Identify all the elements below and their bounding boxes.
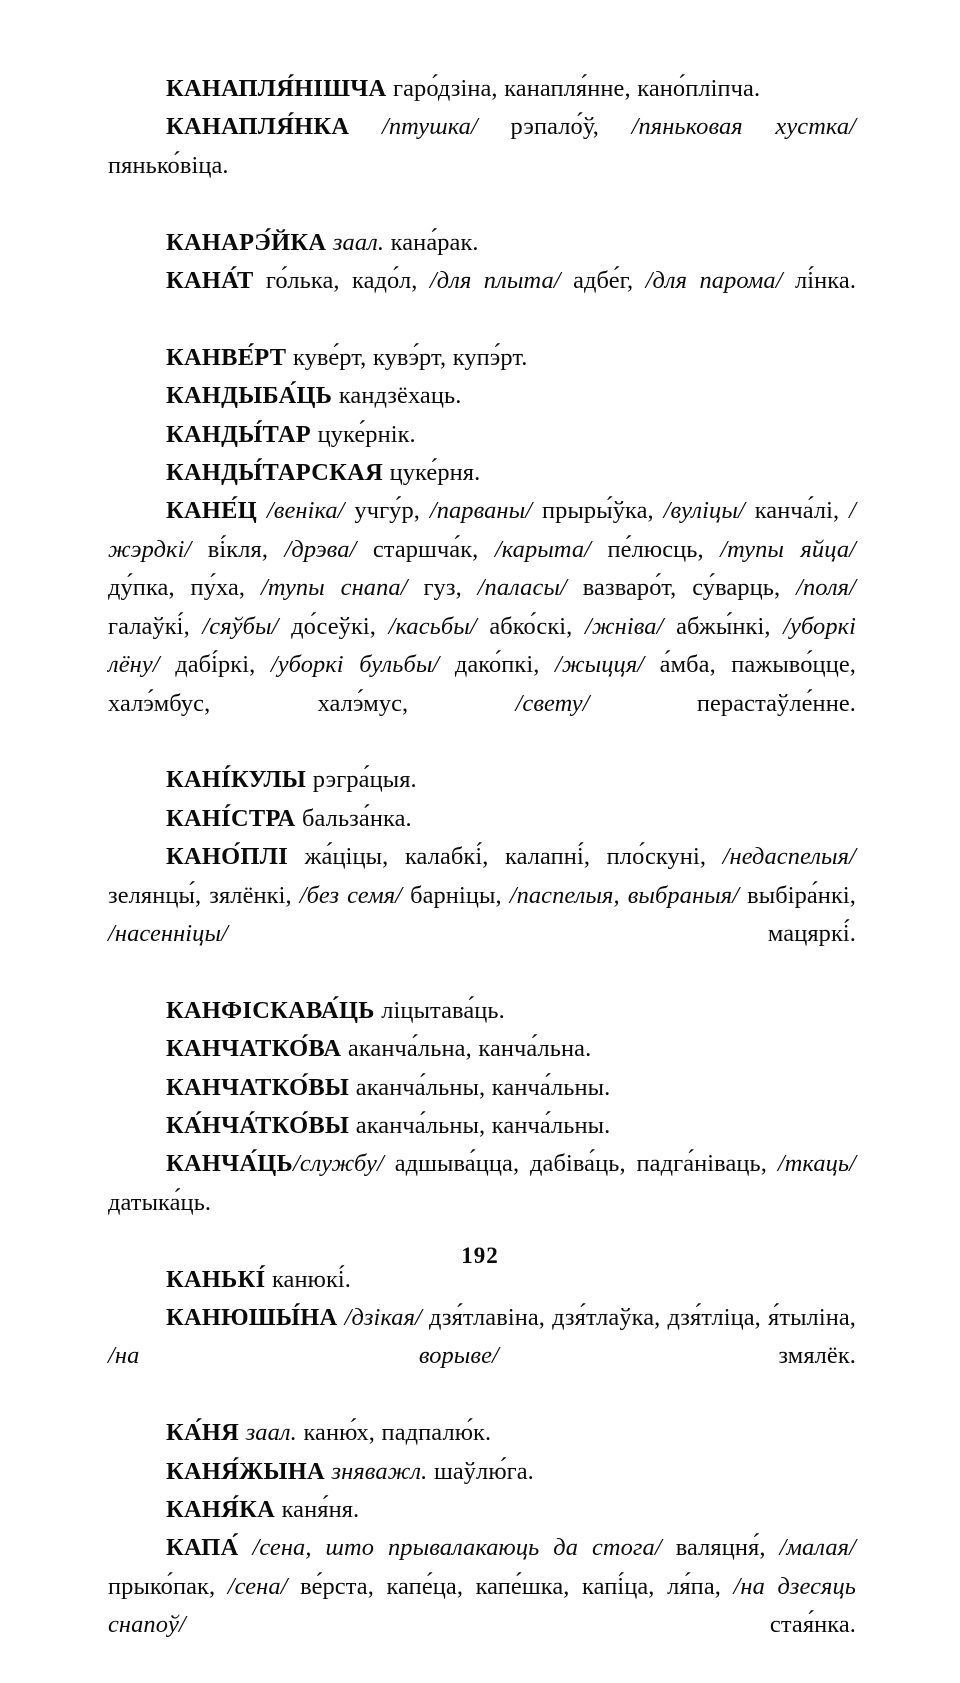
entry-synonyms: шаўлю́га. bbox=[427, 1457, 534, 1485]
entry-gloss: /вуліцы/ bbox=[663, 497, 745, 525]
entry-synonyms: стая́нка. bbox=[185, 1611, 856, 1639]
entry-synonyms: ві́кля, bbox=[191, 535, 285, 563]
entry-headword: КАНЬКІ́ bbox=[166, 1265, 266, 1293]
entry-gloss: /малая/ bbox=[779, 1534, 856, 1562]
entry-synonyms: лі́нка. bbox=[782, 267, 857, 295]
entry-synonyms: пе́люсць, bbox=[591, 535, 721, 563]
entry-synonyms: адшыва́цца, дабіва́ць, падга́ніваць, bbox=[383, 1150, 778, 1178]
entry-synonyms: адбе́г, bbox=[560, 267, 646, 295]
dictionary-entry bbox=[108, 492, 856, 761]
entry-gloss: /тупы снапа/ bbox=[260, 574, 408, 602]
dictionary-entry bbox=[108, 1414, 856, 1452]
dictionary-entry bbox=[108, 377, 856, 415]
entry-synonyms: пянько́віца. bbox=[108, 151, 229, 179]
entry-gloss: зняважл. bbox=[324, 1457, 428, 1485]
entry-synonyms: рэгра́цыя. bbox=[306, 766, 417, 794]
dictionary-entry bbox=[108, 761, 856, 799]
entry-column bbox=[108, 70, 856, 1683]
entry-synonyms: абко́скі, bbox=[476, 612, 586, 640]
entry-gloss: /пяньковая хустка/ bbox=[631, 113, 856, 141]
dictionary-entry bbox=[108, 262, 856, 339]
entry-headword: КАНАПЛЯ́НІШЧА bbox=[166, 75, 387, 102]
entry-headword: КАНІ́КУЛЫ bbox=[166, 766, 307, 794]
entry-gloss: /уборкі лёну/ bbox=[108, 612, 857, 679]
entry-synonyms: го́лька, кадо́л, bbox=[253, 267, 430, 295]
dictionary-entry bbox=[108, 224, 856, 262]
entry-synonyms: аканча́льны, канча́льны. bbox=[349, 1111, 611, 1139]
entry-headword: КАНДЫБА́ЦЬ bbox=[166, 382, 333, 410]
entry-synonyms: гаро́дзіна, канапля́нне, кано́пліпча. bbox=[386, 75, 761, 102]
entry-headword: КА́НЯ bbox=[166, 1419, 240, 1447]
entry-headword: КАНА́Т bbox=[166, 267, 254, 295]
entry-synonyms: ве́рста, капе́ца, капе́шка, капі́ца, ля́па, bbox=[287, 1572, 734, 1600]
entry-gloss: /службу/ bbox=[292, 1150, 384, 1178]
entry-synonyms: а́мба, пажыво́цце, халэ́мбус, халэ́мус, bbox=[108, 651, 856, 717]
entry-synonyms: цуке́рнік. bbox=[310, 420, 416, 448]
entry-headword: КАНО́ПЛІ bbox=[166, 843, 288, 871]
entry-synonyms: вазваро́т, су́варць, bbox=[566, 574, 797, 602]
entry-headword: КАНВЕ́РТ bbox=[166, 343, 287, 371]
entry-gloss: /на дзесяць снапоў/ bbox=[108, 1572, 856, 1639]
entry-synonyms: мацяркі́. bbox=[227, 919, 856, 947]
entry-gloss: /жніва/ bbox=[585, 612, 664, 640]
entry-gloss: /на ворыве/ bbox=[108, 1342, 499, 1370]
entry-synonyms: перастаўле́нне. bbox=[589, 689, 856, 717]
entry-synonyms: каня́ня. bbox=[275, 1496, 360, 1524]
entry-gloss: /паспелыя, выбраныя/ bbox=[509, 881, 740, 909]
dictionary-entry bbox=[108, 992, 856, 1030]
dictionary-entry bbox=[108, 1030, 856, 1068]
entry-gloss: /недаспелыя/ bbox=[722, 843, 856, 871]
entry-headword: КАНАПЛЯ́НКА bbox=[166, 113, 350, 141]
entry-headword: КАНЯ́КА bbox=[166, 1496, 275, 1524]
entry-synonyms: канча́лі, bbox=[744, 497, 850, 525]
entry-synonyms: каню́х, падпалю́к. bbox=[296, 1419, 492, 1447]
entry-synonyms: дабі́ркі, bbox=[159, 651, 271, 679]
dictionary-entry bbox=[108, 416, 856, 454]
entry-headword: КАНДЫ́ТАРСКАЯ bbox=[166, 459, 383, 487]
entry-synonyms: бальза́нка. bbox=[295, 804, 412, 832]
entry-synonyms: кандзёхаць. bbox=[332, 382, 462, 410]
entry-headword: КАНЧАТКО́ВЫ bbox=[166, 1073, 350, 1101]
entry-synonyms: канюкі́. bbox=[265, 1265, 351, 1293]
entry-synonyms: куве́рт, кувэ́рт, купэ́рт. bbox=[286, 343, 528, 371]
entry-synonyms: валяцня́, bbox=[661, 1534, 780, 1562]
dictionary-entry bbox=[108, 454, 856, 492]
entry-gloss: /без семя/ bbox=[299, 881, 403, 909]
dictionary-entry bbox=[108, 339, 856, 377]
entry-gloss: /веніка/ bbox=[257, 497, 345, 525]
entry-synonyms: галаўкі́, bbox=[108, 612, 203, 640]
entry-synonyms: рэпало́ў, bbox=[477, 113, 632, 141]
entry-headword: КАПА́ bbox=[166, 1534, 239, 1562]
entry-gloss: /сена/ bbox=[227, 1572, 288, 1600]
entry-synonyms: прыко́пак, bbox=[108, 1572, 228, 1600]
entry-synonyms: гуз, bbox=[407, 574, 478, 602]
entry-gloss: /поля/ bbox=[796, 574, 856, 602]
entry-gloss: заал. bbox=[239, 1419, 297, 1447]
entry-synonyms: барніцы, bbox=[402, 881, 510, 909]
entry-synonyms: учгу́р, bbox=[344, 497, 430, 525]
entry-synonyms: зелянцы́, зялёнкі, bbox=[108, 881, 300, 909]
entry-synonyms: выбіра́нкі, bbox=[739, 881, 856, 909]
entry-headword: КАНЧАТКО́ВА bbox=[166, 1035, 342, 1063]
entry-gloss: /паласы/ bbox=[477, 574, 567, 602]
entry-gloss: /для парома/ bbox=[645, 267, 783, 295]
entry-headword: КАНЕ́Ц bbox=[166, 497, 258, 525]
entry-synonyms: ду́пка, пу́ха, bbox=[108, 574, 261, 602]
entry-synonyms: дако́пкі, bbox=[439, 651, 555, 679]
entry-synonyms: кана́рак. bbox=[384, 228, 479, 256]
page-number: 192 bbox=[461, 1243, 499, 1268]
entry-gloss: /птушка/ bbox=[349, 113, 478, 141]
entry-gloss: /карыта/ bbox=[494, 535, 592, 563]
entry-headword: КАНЮШЫ́НА bbox=[166, 1304, 338, 1331]
dictionary-entry bbox=[108, 838, 856, 992]
entry-gloss: /парваны/ bbox=[429, 497, 533, 525]
entry-synonyms: абжы́нкі, bbox=[663, 612, 784, 640]
entry-gloss: /сена, што прывалакаюць да стога/ bbox=[238, 1534, 662, 1562]
entry-gloss: /уборкі бульбы/ bbox=[270, 651, 440, 679]
dictionary-entry bbox=[108, 1453, 856, 1491]
entry-gloss: /насенніцы/ bbox=[108, 919, 228, 947]
entry-headword: КАНАРЭ́ЙКА bbox=[166, 228, 327, 256]
entry-gloss: /жыцця/ bbox=[554, 651, 645, 679]
entry-gloss: /дрэва/ bbox=[284, 535, 357, 563]
entry-synonyms: до́сеўкі, bbox=[278, 612, 389, 640]
dictionary-entry bbox=[108, 1491, 856, 1529]
entry-synonyms: ліцытава́ць. bbox=[374, 996, 505, 1024]
entry-gloss: заал. bbox=[326, 228, 385, 256]
entry-headword: КАНІ́СТРА bbox=[166, 804, 296, 832]
entry-gloss: /дзікая/ bbox=[337, 1304, 422, 1331]
entry-headword: КАНФІСКАВА́ЦЬ bbox=[166, 996, 375, 1024]
entry-synonyms: змялёк. bbox=[498, 1342, 856, 1370]
entry-headword: КАНЧА́ЦЬ bbox=[166, 1150, 293, 1178]
entry-gloss: /жэрдкі/ bbox=[108, 497, 856, 563]
entry-synonyms: аканча́льны, канча́льны. bbox=[349, 1073, 611, 1101]
entry-synonyms: датыка́ць. bbox=[108, 1188, 212, 1216]
dictionary-entry bbox=[108, 108, 856, 223]
entry-synonyms: цуке́рня. bbox=[383, 459, 481, 487]
dictionary-entry bbox=[108, 70, 856, 108]
entry-gloss: /тупы яйца/ bbox=[720, 535, 856, 563]
entry-synonyms: старшча́к, bbox=[356, 535, 495, 563]
dictionary-entry bbox=[108, 1529, 856, 1683]
entry-synonyms: дзя́тлавіна, дзя́тлаўка, дзя́тліца, я́тыліна, bbox=[421, 1304, 856, 1331]
entry-gloss: /ткаць/ bbox=[777, 1150, 856, 1178]
entry-gloss: /свету/ bbox=[515, 689, 590, 717]
entry-headword: КАНДЫ́ТАР bbox=[166, 420, 311, 448]
dictionary-entry bbox=[108, 800, 856, 838]
dictionary-entry bbox=[108, 1107, 856, 1145]
entry-gloss: /сяўбы/ bbox=[202, 612, 279, 640]
entry-synonyms: прыры́ўка, bbox=[532, 497, 664, 525]
entry-headword: КА́НЧА́ТКО́ВЫ bbox=[166, 1111, 350, 1139]
entry-gloss: /касьбы/ bbox=[388, 612, 477, 640]
entry-gloss: /для плыта/ bbox=[429, 267, 561, 295]
entry-synonyms: аканча́льна, канча́льна. bbox=[341, 1035, 592, 1063]
entry-headword: КАНЯ́ЖЫНА bbox=[166, 1457, 325, 1485]
entry-synonyms: жа́ціцы, калабкі́, калапні́, пло́скуні, bbox=[287, 843, 723, 871]
dictionary-entry bbox=[108, 1069, 856, 1107]
